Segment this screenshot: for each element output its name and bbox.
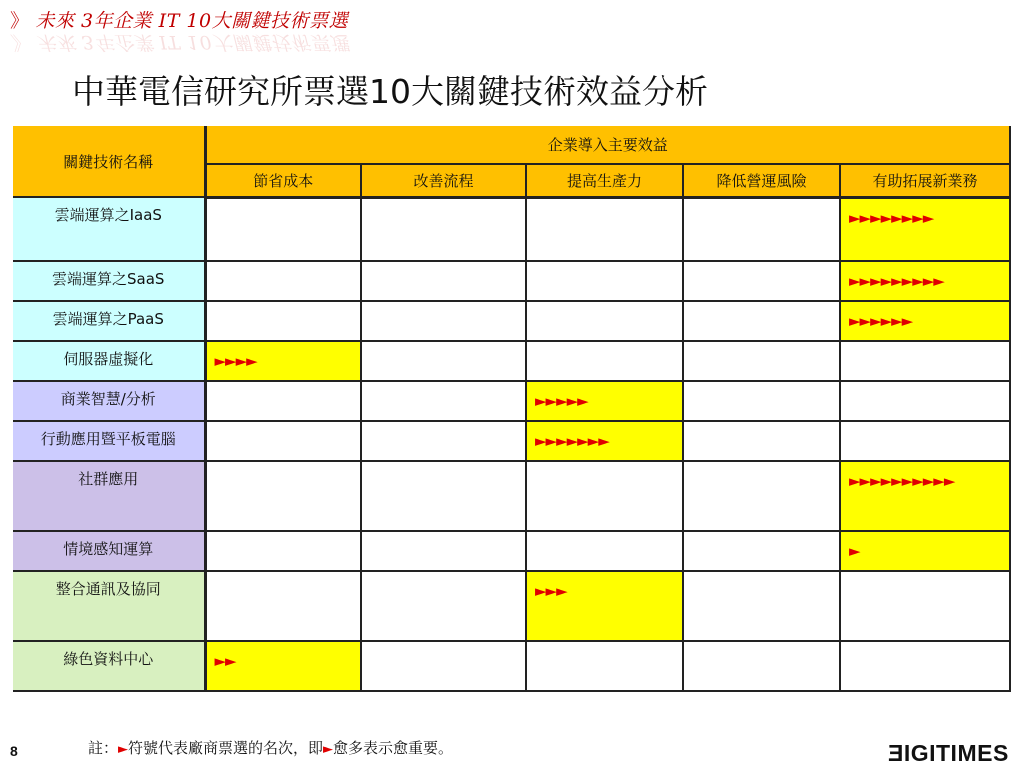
benefit-cell: [683, 531, 840, 571]
benefit-cell: [526, 461, 683, 531]
page-title: 中華電信研究所票選10大關鍵技術效益分析: [72, 72, 708, 111]
row-label: 社群應用: [13, 461, 205, 531]
digitimes-logo: ƎIGITIMES: [888, 740, 1009, 766]
benefit-cell: [526, 261, 683, 301]
benefit-cell: [205, 197, 361, 261]
benefit-cell: [840, 301, 1010, 341]
benefit-cell: [205, 261, 361, 301]
rank-marks: ►►►►: [214, 352, 257, 370]
benefit-cell: [840, 421, 1010, 461]
rank-marks: ►►►►►►►►: [849, 208, 934, 227]
benefit-cell: [840, 641, 1010, 691]
rank-marks: ►: [849, 542, 860, 560]
benefit-cell: [361, 421, 526, 461]
benefit-cell: [526, 641, 683, 691]
rank-marks: ►►►►►►►►►: [849, 272, 944, 290]
row-label: 雲端運算之PaaS: [13, 301, 205, 341]
row-label: 商業智慧/分析: [13, 381, 205, 421]
benefit-cell: [840, 571, 1010, 641]
table-row: [13, 341, 1010, 381]
benefit-cell: [205, 341, 361, 381]
benefit-cell: [840, 197, 1010, 261]
benefit-cell: [683, 261, 840, 301]
row-label: 整合通訊及協同: [13, 571, 205, 641]
benefit-cell: [361, 571, 526, 641]
header-tag-text: 未來 3年企業 IT 10大關鍵技術票選: [35, 10, 349, 32]
column-header-risk: 降低營運風險: [683, 164, 840, 197]
benefit-cell: [526, 421, 683, 461]
table-row: [13, 571, 1010, 641]
column-header-process: 改善流程: [361, 164, 526, 197]
benefit-cell: [683, 197, 840, 261]
table-row: [13, 261, 1010, 301]
benefit-cell: [205, 421, 361, 461]
table-row: [13, 531, 1010, 571]
benefit-cell: [683, 571, 840, 641]
header-reflection: [10, 30, 349, 57]
table-row: [13, 641, 1010, 691]
footnote-prefix: 註：: [88, 739, 119, 757]
benefit-cell: [840, 261, 1010, 301]
benefit-cell: [683, 421, 840, 461]
column-header-cost: 節省成本: [205, 164, 361, 197]
rank-marks: ►►►►►►►: [535, 432, 609, 450]
column-header-productivity: 提高生產力: [526, 164, 683, 197]
benefit-table: [13, 126, 1011, 692]
table-row: [13, 381, 1010, 421]
benefit-cell: [526, 571, 683, 641]
benefit-cell: [361, 301, 526, 341]
tech-name-header: 關鍵技術名稱: [13, 126, 205, 197]
benefit-cell: [526, 197, 683, 261]
row-label: 雲端運算之IaaS: [13, 197, 205, 261]
table-row: [13, 461, 1010, 531]
mark-triangle-icon: ►: [118, 742, 129, 757]
header-tag: [10, 6, 348, 33]
rank-marks: ►►►►►►: [849, 312, 913, 330]
row-label: 伺服器虛擬化: [13, 341, 205, 381]
footnote-suffix: 愈多表示愈重要。: [333, 739, 454, 757]
table-row: [13, 301, 1010, 341]
rank-marks: ►►: [214, 652, 236, 670]
benefit-cell: [526, 381, 683, 421]
row-label: 雲端運算之SaaS: [13, 261, 205, 301]
header-reflection-text: 未來 3年企業 IT 10大關鍵技術票選: [36, 31, 349, 53]
benefit-cell: [205, 571, 361, 641]
benefit-cell: [361, 381, 526, 421]
benefit-cell: [683, 381, 840, 421]
benefit-cell: [526, 341, 683, 381]
benefit-cell: [361, 461, 526, 531]
chevron-icon: 》: [10, 10, 30, 32]
benefit-cell: [683, 301, 840, 341]
benefit-cell: [361, 197, 526, 261]
row-label: 行動應用暨平板電腦: [13, 421, 205, 461]
benefit-cell: [840, 531, 1010, 571]
benefit-cell: [683, 341, 840, 381]
benefit-cell: [840, 341, 1010, 381]
benefit-cell: [205, 531, 361, 571]
benefit-cell: [205, 461, 361, 531]
table-row: [13, 197, 1010, 261]
benefit-cell: [205, 641, 361, 691]
footnote-middle: 符號代表廠商票選的名次，即: [128, 739, 324, 757]
benefit-cell: [683, 461, 840, 531]
benefit-cell: [526, 301, 683, 341]
mark-triangle-icon: ►: [323, 742, 334, 757]
benefit-cell: [361, 531, 526, 571]
row-label: 情境感知運算: [13, 531, 205, 571]
rank-marks: ►►►: [535, 582, 567, 600]
benefit-group-header: 企業導入主要效益: [205, 126, 1010, 164]
benefit-cell: [526, 531, 683, 571]
benefit-cell: [205, 381, 361, 421]
benefit-cell: [361, 341, 526, 381]
benefit-cell: [361, 641, 526, 691]
table-row: [13, 421, 1010, 461]
table-body: [13, 197, 1010, 691]
footnote: [88, 737, 453, 758]
rank-marks: ►►►►►: [535, 392, 588, 410]
page-number: 8: [10, 743, 18, 759]
header-reflection-chevron: 》: [10, 31, 30, 53]
benefit-cell: [840, 461, 1010, 531]
row-label: 綠色資料中心: [13, 641, 205, 691]
column-header-new-business: 有助拓展新業務: [840, 164, 1010, 197]
rank-marks: ►►►►►►►►►►: [849, 472, 955, 490]
benefit-cell: [683, 641, 840, 691]
benefit-cell: [205, 301, 361, 341]
benefit-cell: [361, 261, 526, 301]
benefit-cell: [840, 381, 1010, 421]
